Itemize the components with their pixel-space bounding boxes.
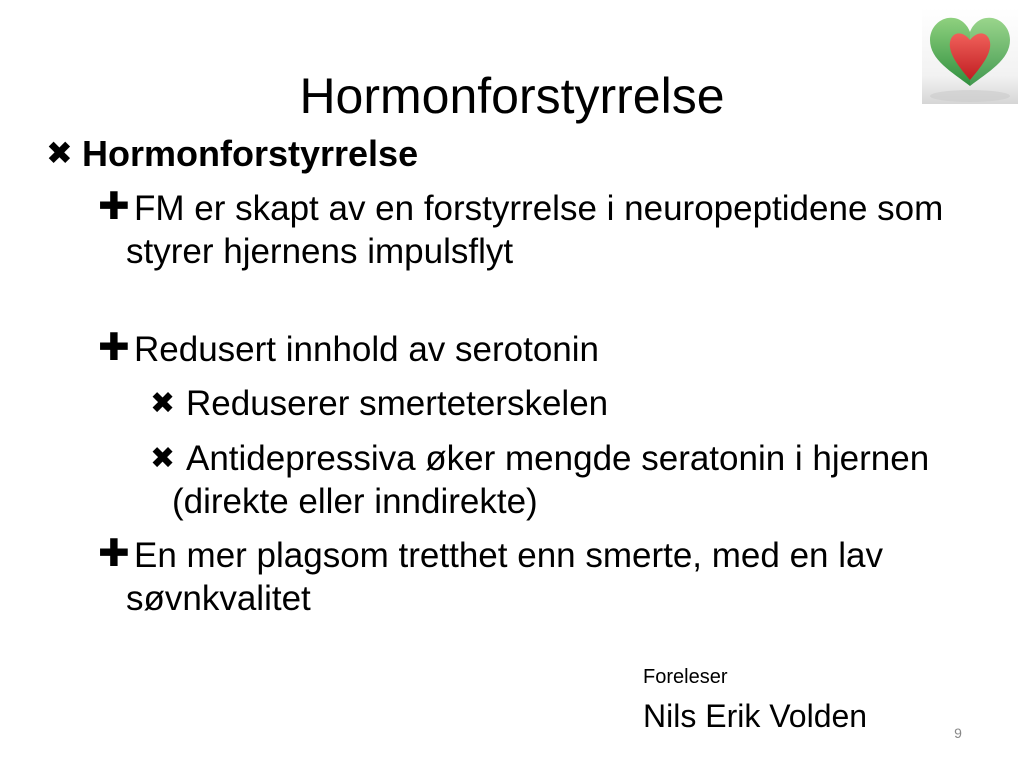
bullet-item-level3: [150, 382, 940, 425]
bullet-item-level2: [98, 187, 978, 273]
bullet-text: Redusert innhold av serotonin: [134, 330, 600, 369]
page-number: 9: [954, 725, 962, 741]
presenter-name: Nils Erik Volden: [643, 698, 868, 734]
plus-bullet-icon: ✚: [98, 186, 130, 228]
cross-bullet-icon: ✖: [150, 387, 176, 420]
plus-bullet-icon: ✚: [98, 327, 130, 369]
footer-label: Foreleser: [643, 666, 728, 688]
bullet-text: En mer plagsom tretthet enn smerte, med en lav søvnkvalitet: [126, 536, 883, 618]
cross-bullet-icon: ✖: [150, 442, 176, 475]
bullet-text: Reduserer smerteterskelen: [186, 384, 609, 423]
bullet-item-level3: [150, 437, 940, 523]
bullet-text: Antidepressiva øker mengde seratonin i hjernen (direkte eller inndirekte): [172, 439, 930, 521]
bullet-item-level1: [46, 132, 946, 175]
plus-bullet-icon: ✚: [98, 533, 130, 575]
bullet-item-level2: [98, 328, 978, 371]
bullet-text: Hormonforstyrrelse: [82, 133, 419, 174]
cross-bullet-icon: ✖: [46, 135, 73, 171]
slide-title: Hormonforstyrrelse: [299, 68, 725, 124]
bullet-text: FM er skapt av en forstyrrelse i neuropeptidene som styrer hjernens impulsflyt: [126, 189, 944, 271]
bullet-item-level2: [98, 534, 978, 620]
